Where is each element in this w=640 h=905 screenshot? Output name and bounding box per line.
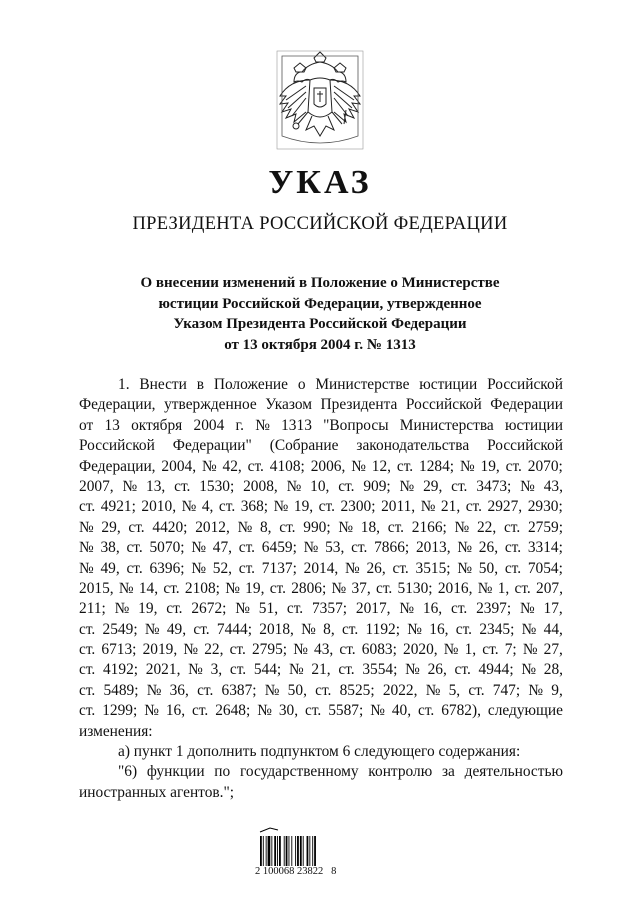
paragraph-line: 2015, № 14, ст. 2108; № 19, ст. 2806; № 37, ст. 5130; 2016, № 1, ст. 207, xyxy=(79,579,563,597)
paragraph-line: № 49, ст. 6396; № 52, ст. 7137; 2014, № 26, ст. 3515; № 50, ст. 7054; xyxy=(79,559,563,577)
paragraph-line: Федерации, 2004, № 42, ст. 4108; 2006, № 12, ст. 1284; № 19, ст. 2070; xyxy=(79,457,563,475)
title-line: О внесении изменений в Положение о Министерстве xyxy=(140,275,500,291)
paragraph-line: ст. 4192; 2021, № 3, ст. 544; № 21, ст. 3554; № 26, ст. 4944; № 28, xyxy=(79,661,563,679)
title-line: Указом Президента Российской Федерации xyxy=(173,316,467,332)
paragraph-line: № 38, ст. 5070; № 47, ст. 6459; № 53, ст. 7866; 2013, № 26, ст. 3314; xyxy=(79,539,563,557)
paragraph-1 xyxy=(79,375,563,742)
paragraph-line: ст. 1299; № 16, ст. 2648; № 30, ст. 5587; № 40, ст. 6782), следующие xyxy=(79,702,563,720)
paragraph-line: Федерации, утвержденное Указом Президента Российской Федерации xyxy=(79,396,563,414)
decree-issuer: ПРЕЗИДЕНТА РОССИЙСКОЙ ФЕДЕРАЦИИ xyxy=(132,214,508,234)
paragraph-line: 2007, № 13, ст. 1530; 2008, № 10, ст. 909; № 29, ст. 3473; № 43, xyxy=(79,477,563,495)
paragraph-line: изменения: xyxy=(79,722,153,740)
barcode-number: 2 100068 23822 8 xyxy=(255,866,337,877)
decree-title xyxy=(0,273,640,355)
title-line: юстиции Российской Федерации, утвержденное xyxy=(158,295,482,312)
title-line: от 13 октября 2004 г. № 1313 xyxy=(224,336,416,353)
paragraph-line: ст. 4921; 2010, № 4, ст. 368; № 19, ст. 2300; 2011, № 21, ст. 2927, 2930; xyxy=(79,498,563,516)
paragraph-line: ст. 2549; № 49, ст. 7444; 2018, № 8, ст. 1192; № 16, ст. 2345; № 44, xyxy=(79,620,563,638)
paragraph-line: № 29, ст. 4420; 2012, № 8, ст. 990; № 18, ст. 2166; № 22, ст. 2759; xyxy=(79,518,563,536)
double-headed-eagle-emblem-icon xyxy=(276,50,364,150)
decree-heading: УКАЗ xyxy=(268,164,372,201)
paragraph-line: Российской Федерации" (Собрание законодательства Российской xyxy=(79,437,563,455)
quote-line: "6) функции по государственному контролю за деятельностью xyxy=(118,763,563,781)
paragraph-line: ст. 6713; 2019, № 22, ст. 2795; № 43, ст. 6083; 2020, № 1, ст. 7; № 27, xyxy=(79,641,563,659)
decree-body xyxy=(79,375,563,803)
paragraph-line: от 13 октября 2004 г. № 1313 "Вопросы Министерства юстиции xyxy=(79,416,563,434)
paragraph-line: 1. Внести в Положение о Министерстве юстиции Российской xyxy=(118,376,563,393)
paragraph-line: 211; № 19, ст. 2672; № 51, ст. 7357; 2017, № 16, ст. 2397; № 17, xyxy=(79,600,563,618)
quote-line: иностранных агентов."; xyxy=(79,783,235,801)
item-a: а) пункт 1 дополнить подпунктом 6 следующего содержания: xyxy=(118,743,521,761)
paragraph-line: ст. 5489; № 36, ст. 6387; № 50, ст. 8525; 2022, № 5, ст. 747; № 9, xyxy=(79,681,563,699)
